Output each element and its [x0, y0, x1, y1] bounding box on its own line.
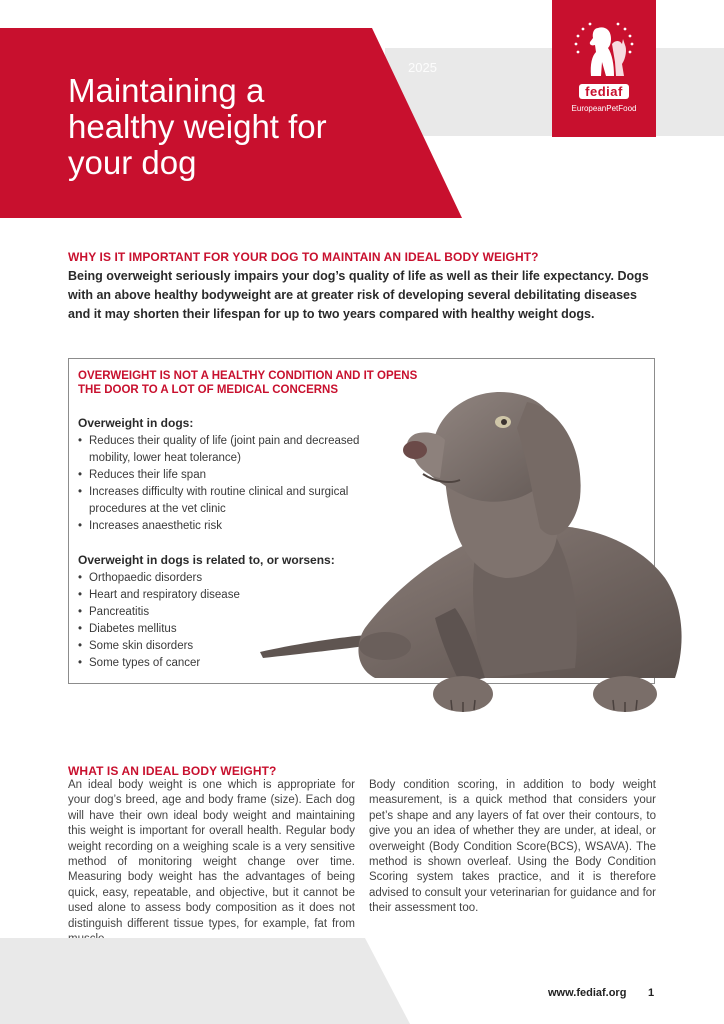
list-item: • Some types of cancer: [78, 655, 378, 672]
ideal-weight-heading: WHAT IS AN IDEAL BODY WEIGHT?: [68, 764, 277, 778]
dog-cat-stars-icon: [568, 18, 640, 82]
list-item: • Pancreatitis: [78, 604, 378, 621]
footer-white-shape: [365, 938, 724, 1024]
footer-website-link[interactable]: www.fediaf.org: [548, 987, 627, 999]
page-number: 1: [648, 987, 655, 999]
why-heading: WHY IS IT IMPORTANT FOR YOUR DOG TO MAINTAIN AN IDEAL BODY WEIGHT?: [68, 250, 539, 264]
weimaraner-dog-illustration: [255, 378, 695, 723]
logo-tagline: EuropeanPetFood: [571, 104, 637, 113]
why-body-text: Being overweight seriously impairs your dog’s quality of life as well as their life expectancy. Dogs with an above healthy bodyweight are at greater risk of developing several debilitating diseases and it may shorten their lifespan for up to two years compared with healthy weight dogs.: [68, 269, 649, 321]
list-item: • Some skin disorders: [78, 638, 378, 655]
ideal-weight-left-column: An ideal body weight is one which is appropriate for your dog’s breed, age and body frame (size). Each dog will have their own ideal body weight and maintaining this weight is important for overall health. Regular body weight recording on a weighing scale is a very sensitive method of monitoring weight change over time. Measuring body weight has the advantages of being quick, easy, repeatable, and objective, but it cannot be used alone to assess body composition as it does not distinguish different tissue types, for example, fat from: [68, 779, 355, 930]
list-item: • Heart and respiratory disease: [78, 587, 378, 604]
ideal-weight-right-column: Body condition scoring, in addition to body weight measurement, is a quick method that considers your pet’s shape and any layers of fat over their contours, to give you an idea of whether they are under, at ideal, or overweight (Body Condition Score(BCS), WSAVA). The method is shown overleaf. Using the Body Condition Scoring system takes practice, and it is therefore advised to consult your veterinarian for guidance and for their assessment too.: [369, 779, 656, 915]
logo-wordmark: fediaf: [579, 84, 629, 99]
list-item: • Orthopaedic disorders: [78, 570, 378, 587]
box-heading: OVERWEIGHT IS NOT A HEALTHY CONDITION AND IT OPENS THE DOOR TO A LOT OF MEDICAL CONCERNS: [78, 370, 418, 396]
list-item: • Increases anaesthetic risk: [78, 518, 378, 535]
overweight-effects-title: Overweight in dogs:: [78, 416, 194, 430]
fediaf-logo[interactable]: [552, 0, 656, 137]
list-item: • Increases difficulty with routine clinical and surgical procedures at the vet clinic: [78, 484, 378, 518]
list-item: • Reduces their life span: [78, 467, 378, 484]
list-item: • Reduces their quality of life (joint pain and decreased mobility, lower heat tolerance): [78, 433, 378, 467]
related-conditions-title: Overweight in dogs is related to, or worsens:: [78, 553, 335, 567]
header-year: 2025: [408, 60, 437, 75]
page-title: Maintaining a healthy weight for your dog: [68, 72, 327, 181]
list-item: • Diabetes mellitus: [78, 621, 378, 638]
